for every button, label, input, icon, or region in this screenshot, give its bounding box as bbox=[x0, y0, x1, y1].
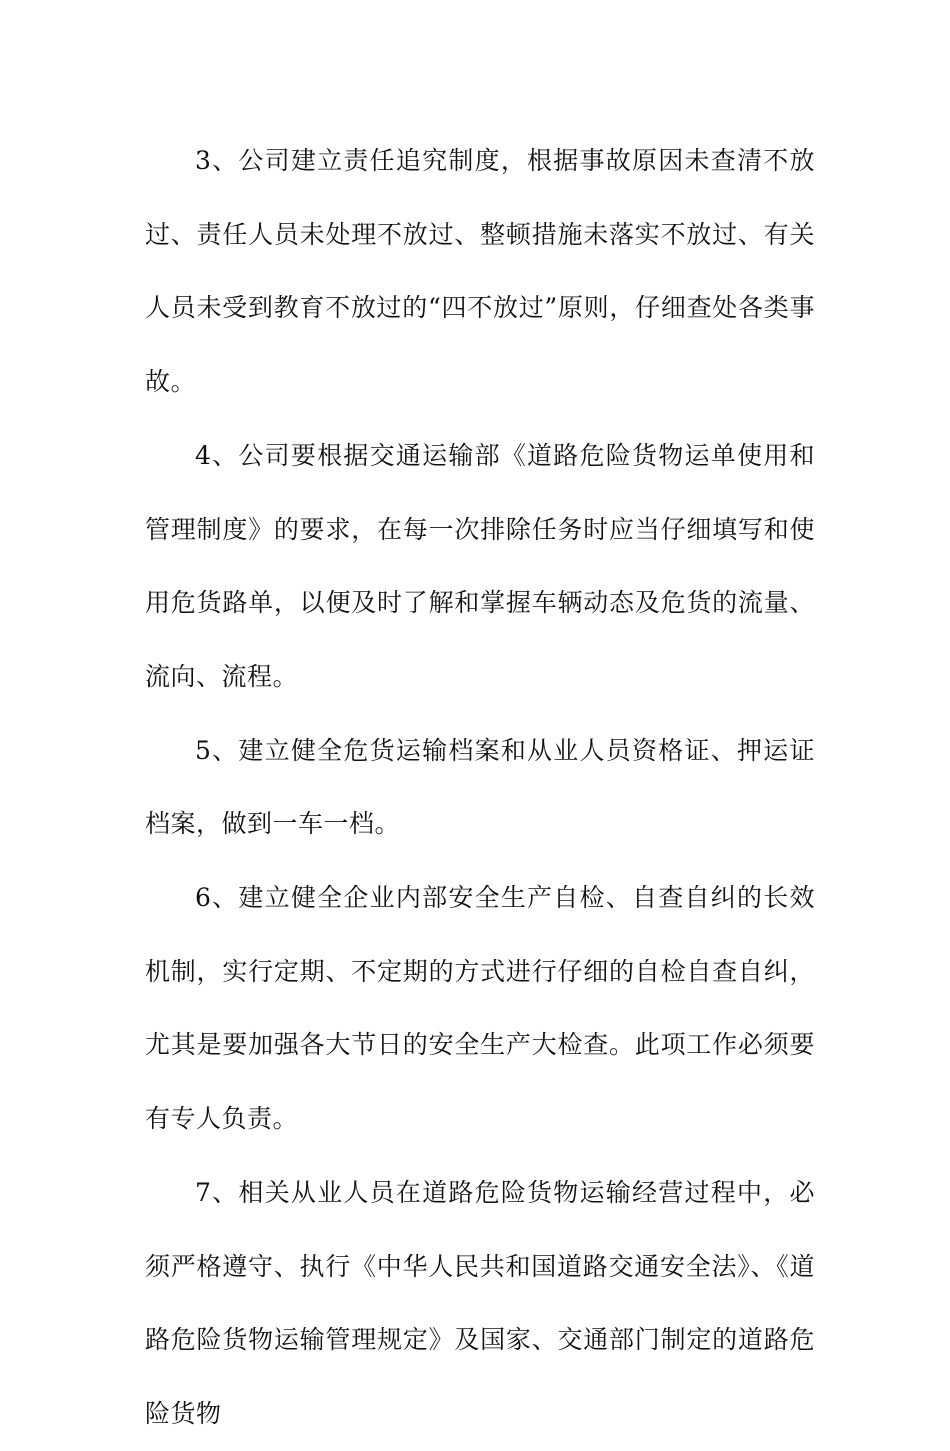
paragraph-item-7: 7、相关从业人员在道路危险货物运输经营过程中，必须严格遵守、执行《中华人民共和国道路交通安全法》、《道路危险货物运输管理规定》及国家、交通部门制定的道路危险货物 bbox=[145, 1177, 815, 1428]
document-body bbox=[145, 124, 815, 1451]
paragraph-item-6: 6、建立健全企业内部安全生产自检、自查自纠的长效机制，实行定期、不定期的方式进行仔细的自检自查自纠，尤其是要加强各大节日的安全生产大检查。此项工作必须要有专人负责。 bbox=[145, 883, 815, 1134]
paragraph-item-5: 5、建立健全危货运输档案和从业人员资格证、押运证档案，做到一车一档。 bbox=[145, 735, 815, 839]
paragraph-item-4: 4、公司要根据交通运输部《道路危险货物运单使用和管理制度》的要求，在每一次排除任务时应当仔细填写和使用危货路单，以便及时了解和掌握车辆动态及危货的流量、流向、流程。 bbox=[145, 440, 815, 691]
paragraph-item-3: 3、公司建立责任追究制度，根据事故原因未查清不放过、责任人员未处理不放过、整顿措施未落实不放过、有关人员未受到教育不放过的“四不放过”原则，仔细查处各类事故。 bbox=[145, 146, 815, 397]
